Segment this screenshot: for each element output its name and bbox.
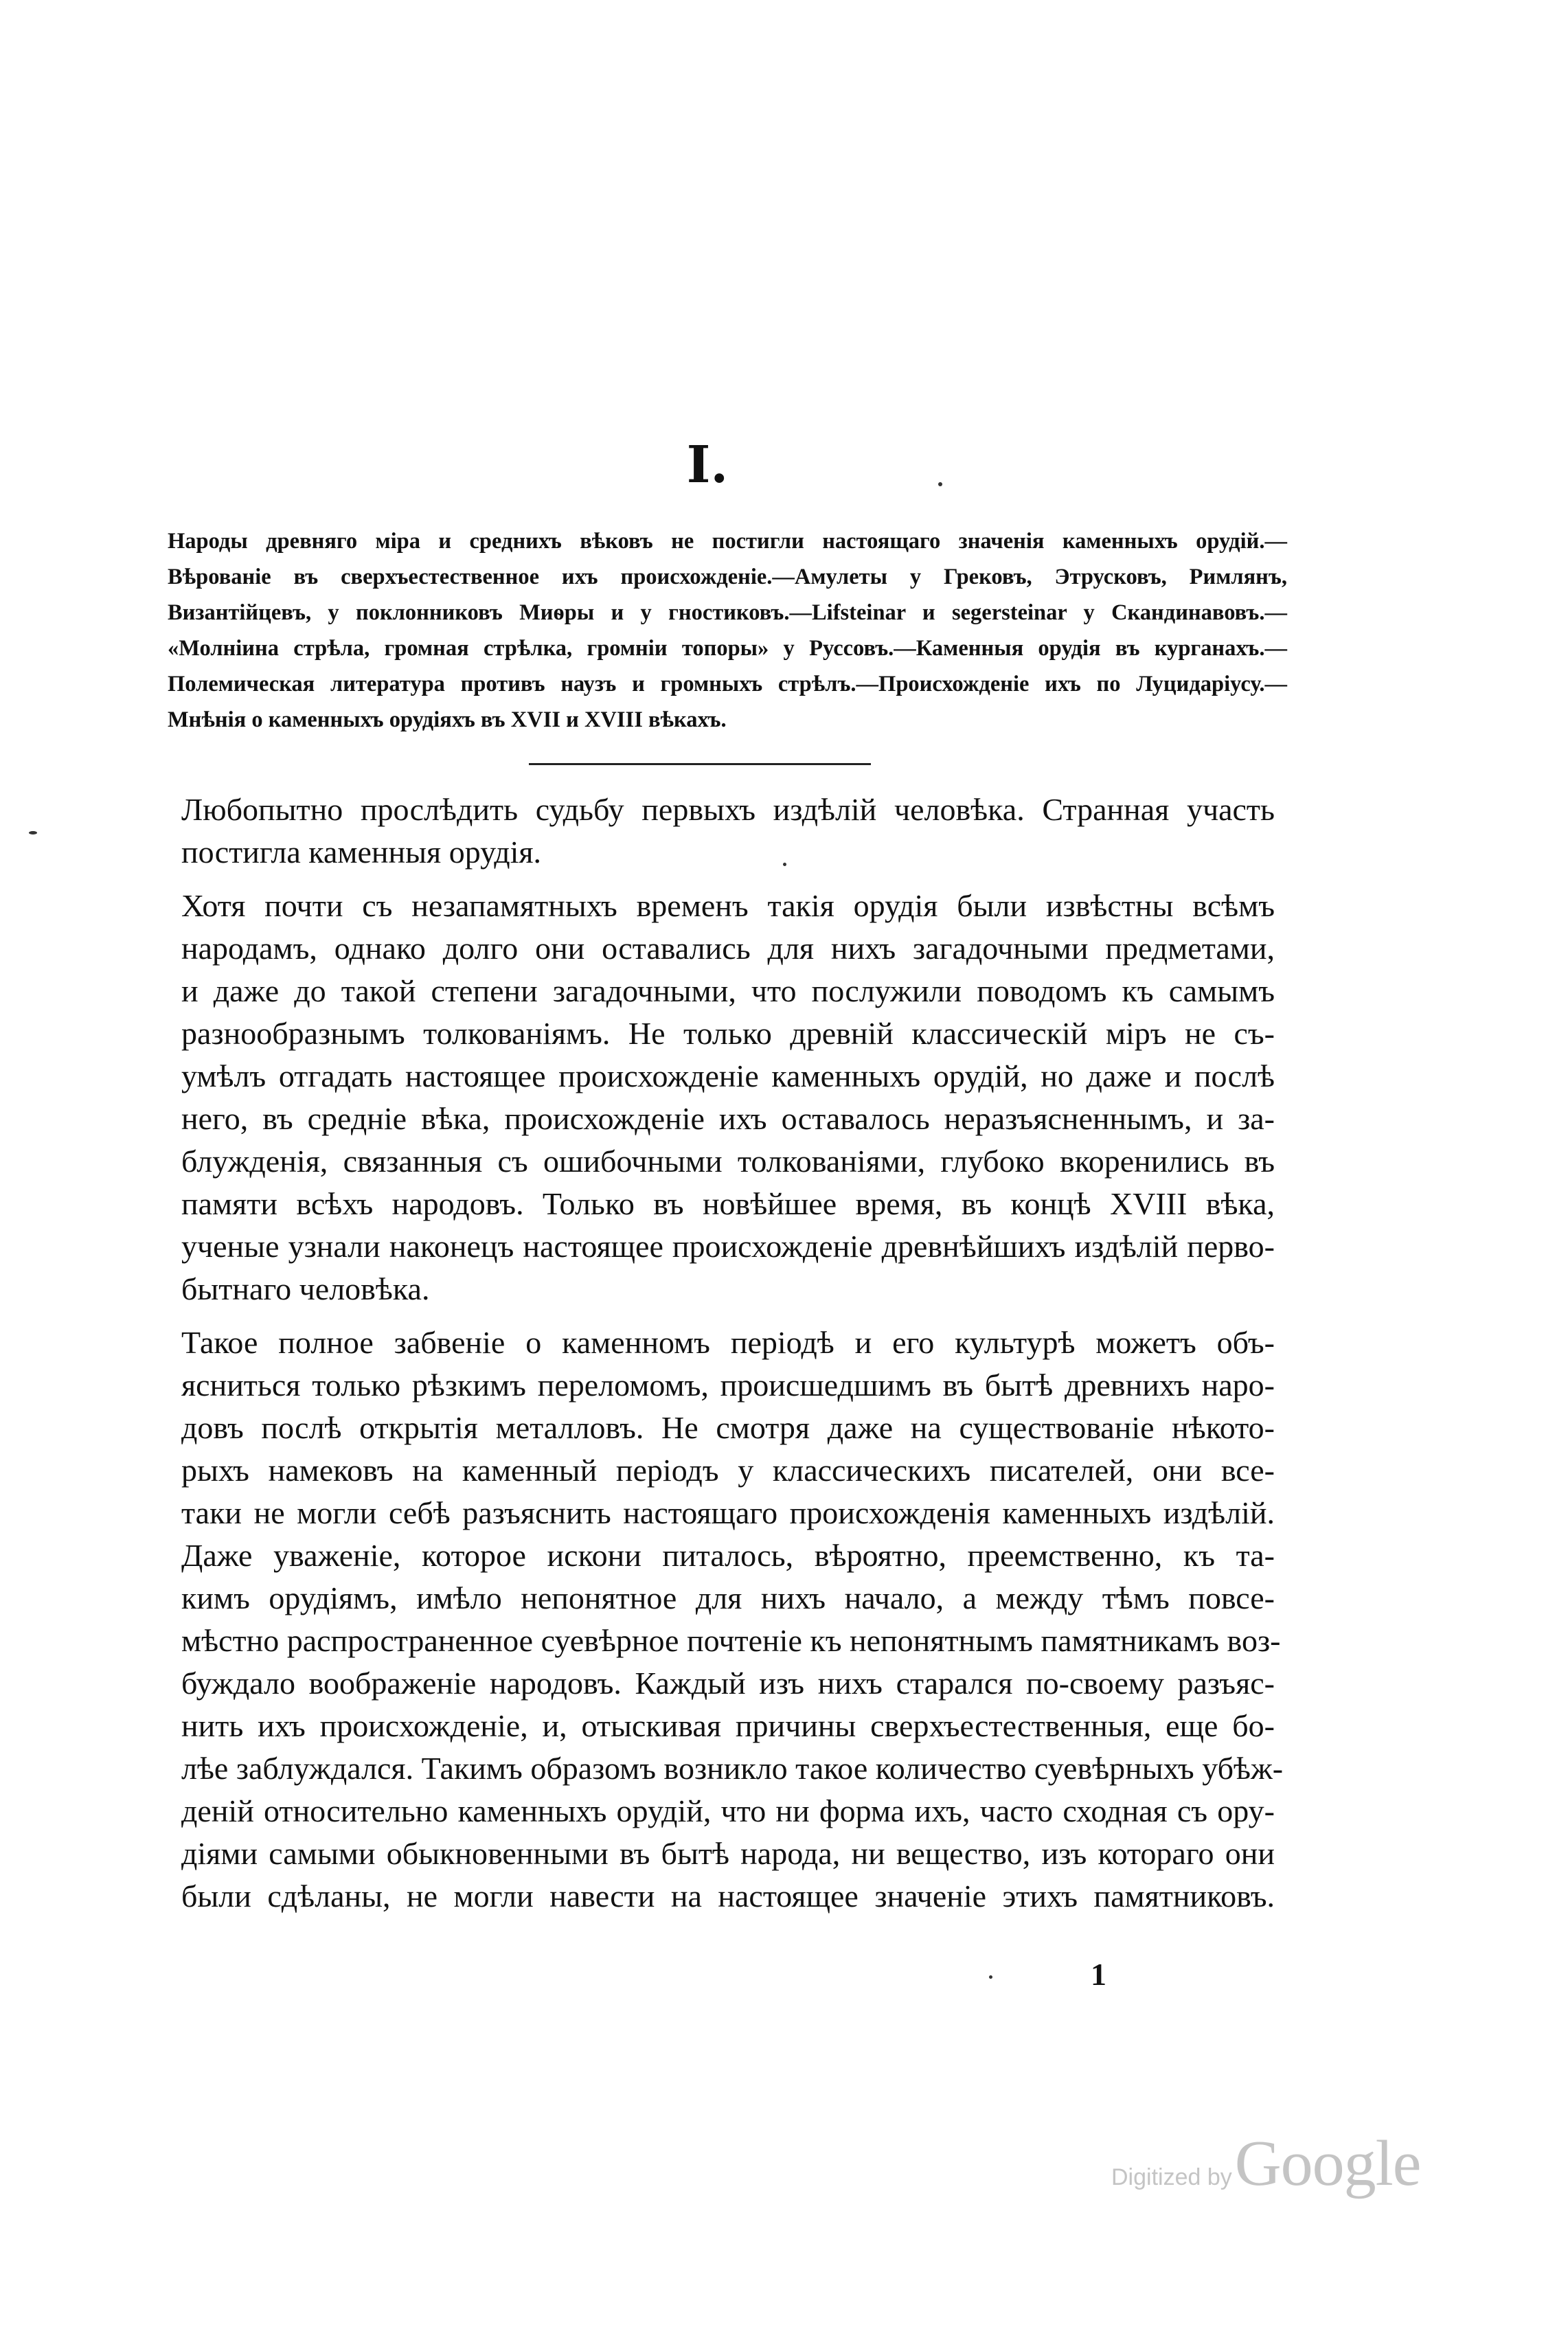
summary-line: Народы древняго міра и среднихъ вѣковъ не постигли настоящаго значенія каменныхъ орудій.—: [168, 529, 1287, 554]
paragraph-1: [181, 788, 1275, 874]
google-logo: Google: [1234, 2128, 1421, 2199]
text-line: кимъ орудіямъ, имѣло непонятное для нихъ начало, а между тѣмъ повсе-: [181, 1580, 1275, 1615]
summary-line: Полемическая литература противъ наузъ и громныхъ стрѣлъ.—Происхожденіе ихъ по Луцидаріусу.—: [168, 672, 1287, 696]
text-line: ученые узнали наконецъ настоящее происхожденіе древнѣйшихъ издѣлій перво-: [181, 1229, 1275, 1264]
scan-speck: [783, 863, 786, 866]
text-line: Даже уваженіе, которое искони питалось, вѣроятно, преемственно, къ та-: [181, 1538, 1275, 1573]
text-line: блужденія, связанныя съ ошибочными толкованіями, глубоко вкоренились въ: [181, 1144, 1275, 1179]
text-line: разнообразнымъ толкованіямъ. Не только древній классическій міръ не съ-: [181, 1016, 1275, 1051]
text-line: деній относительно каменныхъ орудій, что ни форма ихъ, часто сходная съ ору-: [181, 1793, 1275, 1828]
text-line: лѣе заблуждался. Такимъ образомъ возникло такое количество суевѣрныхъ убѣж-: [181, 1751, 1284, 1786]
text-line: буждало воображеніе народовъ. Каждый изъ нихъ старался по-своему разъяс-: [181, 1666, 1275, 1701]
text-line: довъ послѣ открытія металловъ. Не смотря даже на существованіе нѣкото-: [181, 1410, 1275, 1445]
text-line: мѣстно распространенное суевѣрное почтеніе къ непонятнымъ памятникамъ воз-: [181, 1623, 1281, 1658]
text-line: бытнаго человѣка.: [181, 1271, 430, 1306]
text-line: діями самыми обыкновенными въ бытѣ народа, ни вещество, изъ котораго они: [181, 1836, 1275, 1871]
text-line: рыхъ намековъ на каменный періодъ у классическихъ писателей, они все-: [181, 1453, 1275, 1488]
chapter-numeral: I.: [686, 435, 729, 495]
text-line: народамъ, однако долго они оставались для нихъ загадочными предметами,: [181, 931, 1275, 966]
watermark-prefix: Digitized by: [1111, 2164, 1232, 2190]
summary-line: Вѣрованіе въ сверхъестественное ихъ происхожденіе.—Амулеты у Грековъ, Этрусковъ, Римлянъ,: [168, 565, 1287, 589]
text-line: умѣлъ отгадать настоящее происхожденіе каменныхъ орудій, но даже и послѣ: [181, 1058, 1275, 1093]
text-line: постигла каменныя орудія.: [181, 835, 542, 870]
scan-speck: [938, 482, 942, 486]
text-line: нить ихъ происхожденіе, и, отыскивая причины сверхъестественныя, еще бо-: [181, 1708, 1275, 1743]
text-line: памяти всѣхъ народовъ. Только въ новѣйшее время, въ концѣ XVIII вѣка,: [181, 1186, 1275, 1221]
digitized-by-watermark: [1111, 2126, 1420, 2201]
text-line: ясниться только рѣзкимъ переломомъ, происшедшимъ въ бытѣ древнихъ наро-: [181, 1367, 1275, 1403]
scan-speck: [989, 1975, 992, 1979]
text-line: были сдѣланы, не могли навести на настоящее значеніе этихъ памятниковъ.: [181, 1878, 1275, 1914]
text-line: Такое полное забвеніе о каменномъ періодѣ и его культурѣ можетъ объ-: [181, 1325, 1275, 1360]
summary-line: Мнѣнія о каменныхъ орудіяхъ въ XVII и XVIII вѣкахъ.: [168, 707, 727, 732]
text-line: и даже до такой степени загадочными, что послужили поводомъ къ самымъ: [181, 973, 1275, 1008]
paragraph-3: [181, 1321, 1284, 1918]
page-number: 1: [1091, 1957, 1106, 1992]
chapter-summary: [168, 523, 1287, 738]
text-line: Любопытно прослѣдить судьбу первыхъ издѣлій человѣка. Странная участь: [181, 792, 1275, 827]
text-line: таки не могли себѣ разъяснить настоящаго происхожденія каменныхъ издѣлій.: [181, 1495, 1275, 1530]
scan-speck: [29, 831, 37, 835]
section-divider: [529, 763, 871, 765]
summary-line: «Молніина стрѣла, громная стрѣлка, громніи топоры» у Руссовъ.—Каменныя орудія въ курганахъ.—: [168, 636, 1287, 661]
text-line: него, въ средніе вѣка, происхожденіе ихъ оставалось неразъясненнымъ, и за-: [181, 1101, 1275, 1136]
text-line: Хотя почти съ незапамятныхъ временъ такія орудія были извѣстны всѣмъ: [181, 888, 1275, 923]
summary-line: Византійцевъ, у поклонниковъ Миѳры и у гностиковъ.—Lifsteinar и segersteinar у Скандинавовъ.—: [168, 600, 1287, 625]
paragraph-2: [181, 885, 1275, 1310]
body-text: [181, 788, 1284, 1918]
